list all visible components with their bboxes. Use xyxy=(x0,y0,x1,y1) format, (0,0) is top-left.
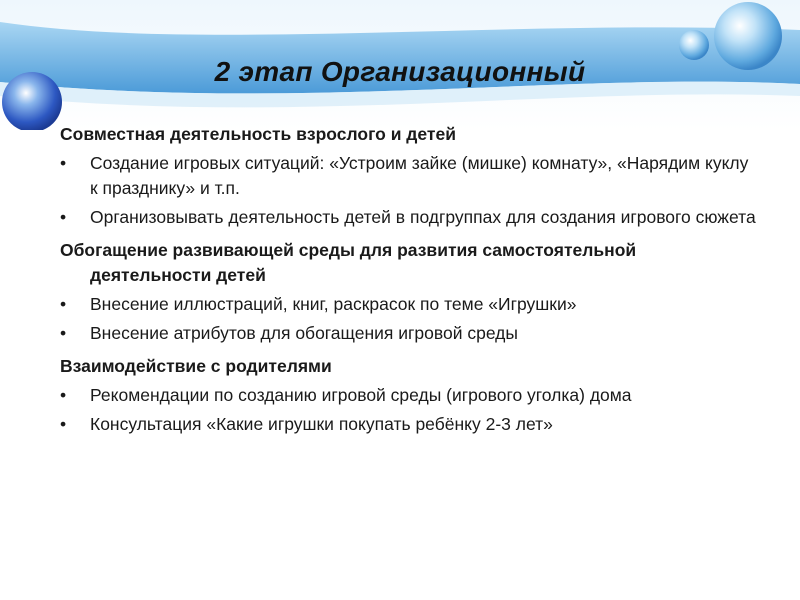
section-heading-environment: Обогащение развивающей среды для развития самостоятельной деятельности детей xyxy=(60,240,637,285)
bullet-item xyxy=(60,412,760,437)
bullet-item xyxy=(60,321,760,346)
section-heading-joint-activity: Совместная деятельность взрослого и детей xyxy=(60,124,456,144)
bullet-text: Создание игровых ситуаций: «Устроим зайке (мишке) комнату», «Нарядим куклу к празднику» и т.п. xyxy=(90,153,749,198)
bullet-text: Консультация «Какие игрушки покупать ребёнку 2-3 лет» xyxy=(90,414,553,434)
bullet-icon: • xyxy=(60,385,67,405)
bullet-icon: • xyxy=(60,414,67,434)
bullet-item xyxy=(60,292,760,317)
section-heading-parents: Взаимодействие с родителями xyxy=(60,356,332,376)
bullet-icon: • xyxy=(60,294,67,314)
bullet-item xyxy=(60,205,760,230)
slide-title: 2 этап Организационный xyxy=(214,56,586,87)
bullet-icon: • xyxy=(60,323,67,343)
bullet-text: Рекомендации по созданию игровой среды (игрового уголка) дома xyxy=(90,385,632,405)
bullet-icon: • xyxy=(60,207,67,227)
bullet-text: Организовывать деятельность детей в подгруппах для создания игрового сюжета xyxy=(90,207,756,227)
bullet-text: Внесение иллюстраций, книг, раскрасок по теме «Игрушки» xyxy=(90,294,577,314)
bullet-item xyxy=(60,383,760,408)
bullet-item xyxy=(60,151,760,201)
bullet-icon: • xyxy=(60,153,67,173)
slide-content xyxy=(60,122,760,437)
bullet-text: Внесение атрибутов для обогащения игровой среды xyxy=(90,323,518,343)
